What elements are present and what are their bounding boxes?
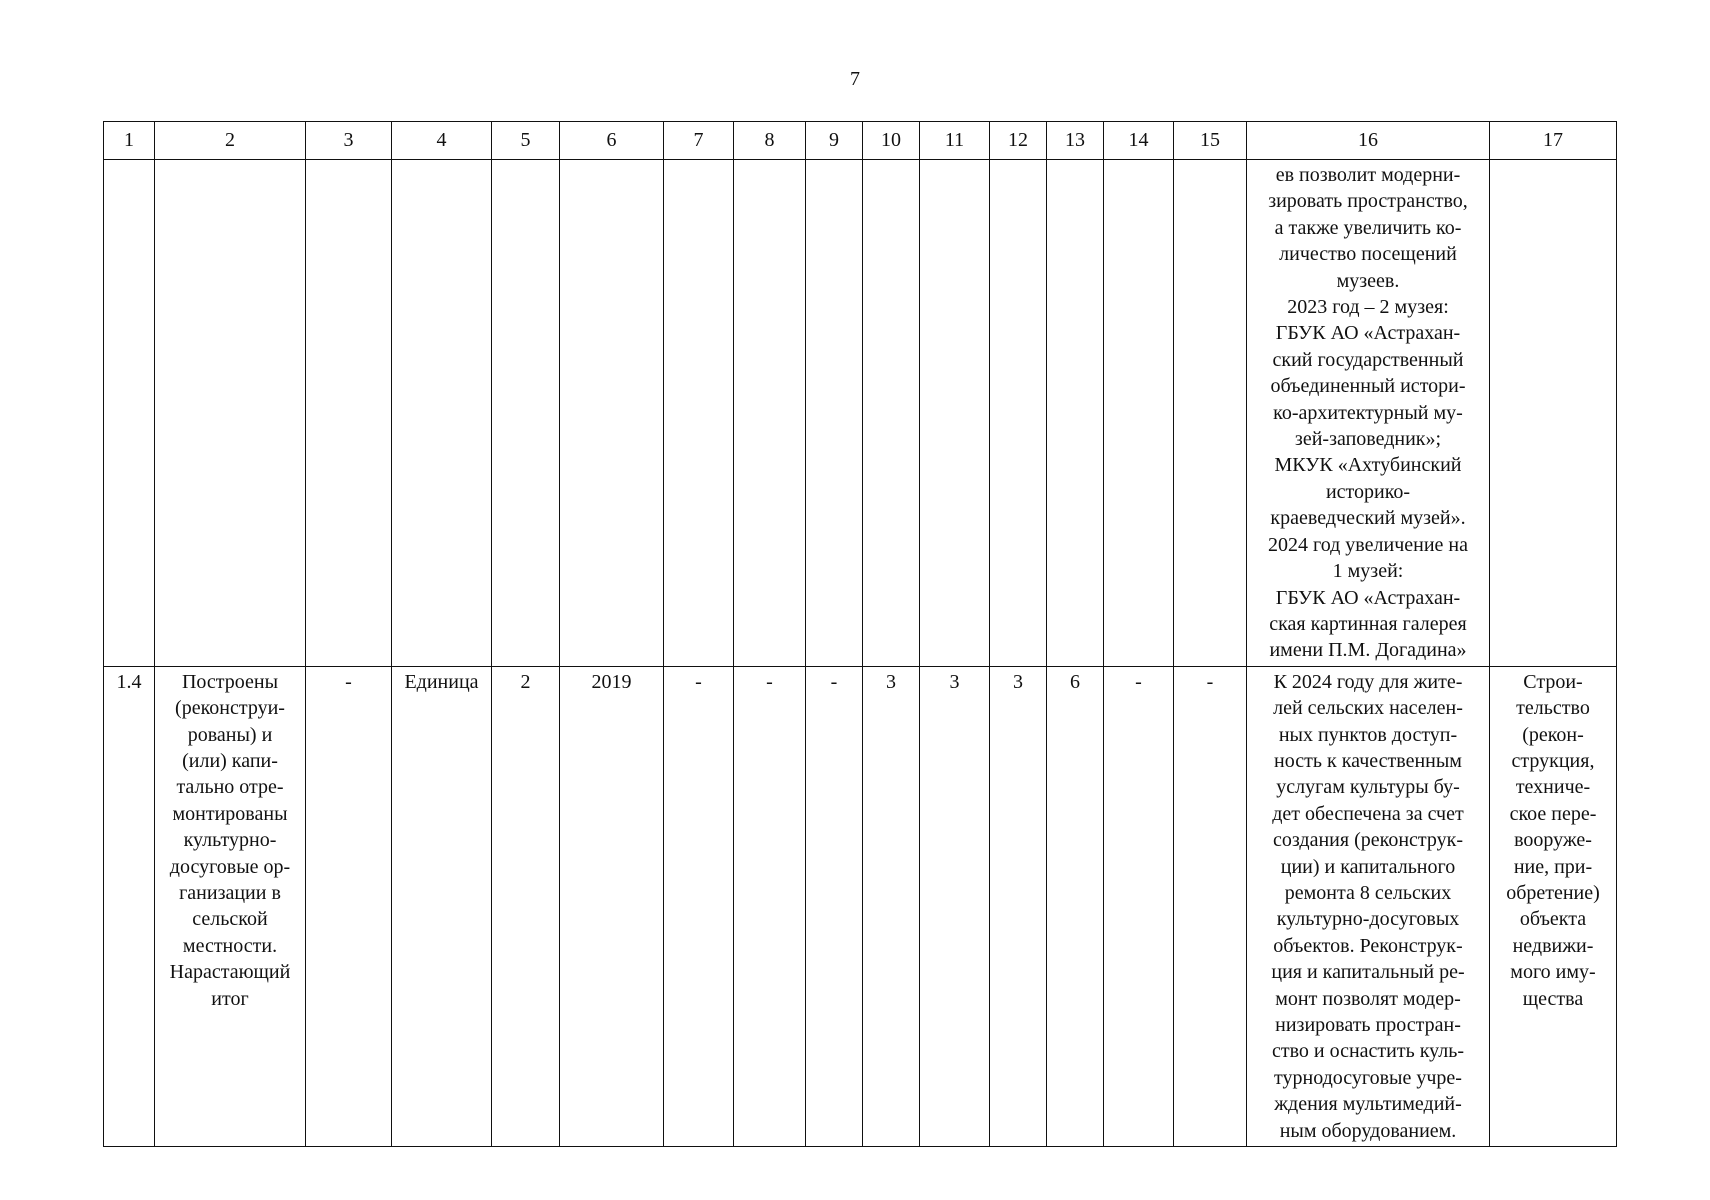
- table-cell: [155, 160, 306, 667]
- header-cell: 17: [1490, 122, 1617, 160]
- header-cell: 15: [1174, 122, 1247, 160]
- header-cell: 16: [1247, 122, 1490, 160]
- table-row-continuation: [104, 160, 1617, 667]
- table-cell: [560, 160, 664, 667]
- table-cell: -: [664, 666, 734, 1146]
- header-cell: 2: [155, 122, 306, 160]
- table-cell: [104, 160, 155, 667]
- base-year-cell: 2019: [560, 666, 664, 1146]
- table-cell: -: [1104, 666, 1174, 1146]
- header-cell: 4: [392, 122, 492, 160]
- table-cell: 6: [1047, 666, 1104, 1146]
- header-cell: 1: [104, 122, 155, 160]
- table-cell: [1490, 160, 1617, 667]
- result-description-cell: К 2024 году для жите- лей сельских населен- ных пунктов доступ- ность к качественным услугам культуры бу- дет обеспечена за счет создания (реконструк- ции) и капитального ремонта 8 сельских культурно-досуговых объектов. Реконструк- ция и капитальный ре- монт позволят модер- низировать простран- ство и оснастить куль- турнодосуговые учре- ждения мультимедий- ным оборудованием.: [1247, 666, 1490, 1146]
- table-cell: [492, 160, 560, 667]
- table-cell: [664, 160, 734, 667]
- table-cell: [1047, 160, 1104, 667]
- table-cell: 3: [920, 666, 990, 1146]
- project-type-cell: Строи- тельство (рекон- струкция, техниче- ское пере- вооруже- ние, при- обретение) объекта недвижи- мого иму- щества: [1490, 666, 1617, 1146]
- table-cell: 3: [990, 666, 1047, 1146]
- header-cell: 6: [560, 122, 664, 160]
- table-cell: -: [306, 666, 392, 1146]
- header-cell: 9: [806, 122, 863, 160]
- result-description-cell: ев позволит модерни- зировать пространство, а также увеличить ко- личество посещений музеев. 2023 год – 2 музея: ГБУК АО «Астрахан- ский государственный объединенный истори- ко-архитектурный му- зей-заповедник»; МКУК «Ахтубинский историко- краеведческий музей». 2024 год увеличение на 1 музей: ГБУК АО «Астрахан- ская картинная галерея имени П.М. Догадина»: [1247, 160, 1490, 667]
- header-row: [104, 122, 1617, 160]
- page-number: 7: [850, 68, 860, 90]
- table-cell: [863, 160, 920, 667]
- table-cell: 3: [863, 666, 920, 1146]
- table-row-1-4: [104, 666, 1617, 1146]
- table-cell: [1104, 160, 1174, 667]
- indicator-name-cell: Построены (реконструи- рованы) и (или) капи- тально отре- монтированы культурно- досуговые ор- ганизации в сельской местности. Нарастающий итог: [155, 666, 306, 1146]
- table-cell: [990, 160, 1047, 667]
- table-cell: -: [1174, 666, 1247, 1146]
- header-cell: 8: [734, 122, 806, 160]
- table-cell: [392, 160, 492, 667]
- table-cell: [806, 160, 863, 667]
- header-cell: 14: [1104, 122, 1174, 160]
- header-cell: 12: [990, 122, 1047, 160]
- table-cell: [1174, 160, 1247, 667]
- header-cell: 5: [492, 122, 560, 160]
- header-cell: 11: [920, 122, 990, 160]
- table-cell: 2: [492, 666, 560, 1146]
- header-cell: 7: [664, 122, 734, 160]
- table-cell: [920, 160, 990, 667]
- table-cell: -: [806, 666, 863, 1146]
- table-cell: [306, 160, 392, 667]
- header-cell: 10: [863, 122, 920, 160]
- header-cell: 3: [306, 122, 392, 160]
- table-cell: [734, 160, 806, 667]
- unit-cell: Единица: [392, 666, 492, 1146]
- row-number-cell: 1.4: [104, 666, 155, 1146]
- table-cell: -: [734, 666, 806, 1146]
- header-cell: 13: [1047, 122, 1104, 160]
- indicators-table: [103, 121, 1617, 1147]
